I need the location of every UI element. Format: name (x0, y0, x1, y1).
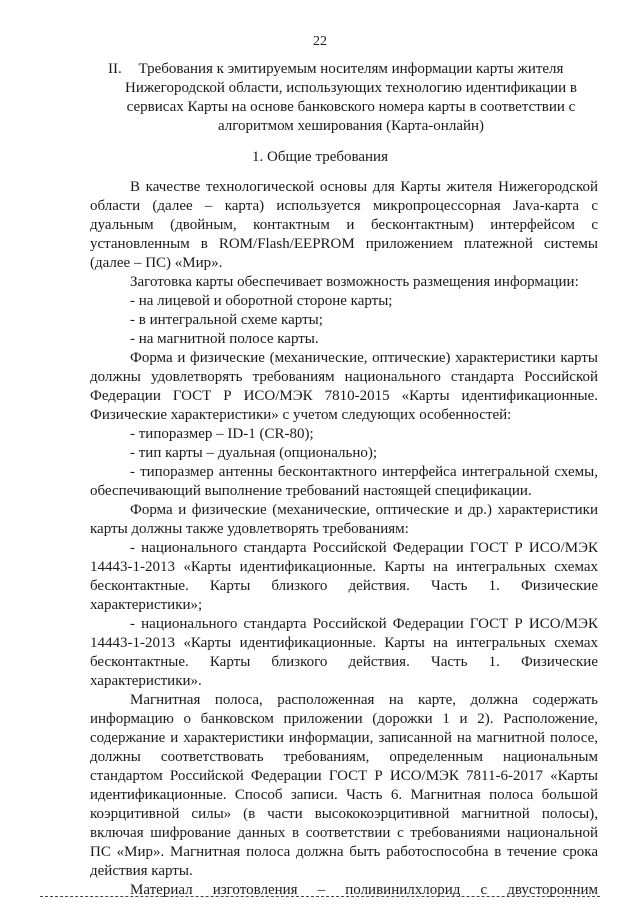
list-item: - национального стандарта Российской Федерации ГОСТ Р ИСО/МЭК 14443-1-2013 «Карты идентификационные. Карты на интегральных схемах бесконтактные. Карты близкого действия. Часть 1. Физические характеристики». (90, 616, 598, 689)
paragraph: Заготовка карты обеспечивает возможность размещения информации: (130, 274, 579, 290)
list-item: - национального стандарта Российской Федерации ГОСТ Р ИСО/МЭК 14443-1-2013 «Карты идентификационные. Карты на интегральных схемах бесконтактные. Карты близкого действия. Часть 1. Физические характеристики»; (90, 540, 598, 613)
body-text (90, 178, 598, 900)
list-item: - на лицевой и оборотной стороне карты; (130, 293, 393, 309)
section-title: Требования к эмитируемым носителям информации карты жителя Нижегородской области, использующих технологию идентификации в сервисах Карты на основе банковского номера карты в соответствии с алгоритмом хеширования (Карта-онлайн) (124, 61, 578, 134)
list-item: - на магнитной полосе карты. (130, 331, 319, 347)
section-number: II. (108, 61, 122, 77)
paragraph: Форма и физические (механические, оптические и др.) характеристики карты должны также удовлетворять требованиям: (90, 502, 598, 537)
subsection-title: 1. Общие требования (252, 149, 388, 165)
paragraph: В качестве технологической основы для Карты жителя Нижегородской области (далее – карта) используется микропроцессорная Java-карта с дуальным (двойным, контактным и бесконтактным) интерфейсом с установленным в ROM/Flash/EEPROM приложением платежной системы (далее – ПС) «Мир». (90, 179, 598, 271)
paragraph: Форма и физические (механические, оптические) характеристики карты должны удовлетворять требованиям национального стандарта Российской Федерации ГОСТ Р ИСО/МЭК 7810-2015 «Карты идентификационные. Физические характеристики» с учетом следующих особенностей: (90, 350, 598, 423)
list-item: - типоразмер – ID-1 (CR-80); (130, 426, 314, 442)
list-item: - типоразмер антенны бесконтактного интерфейса интегральной схемы, обеспечивающий выполнение требований настоящей спецификации. (90, 464, 598, 499)
paragraph: Магнитная полоса, расположенная на карте, должна содержать информацию о банковском приложении (дорожки 1 и 2). Расположение, содержание и характеристики информации, записанной на магнитной полосе, должны соответствовать требованиям, определенным национальным стандартом Российской Федерации ГОСТ Р ИСО/МЭК 7811-6-2017 «Карты идентификационные. Способ записи. Часть 6. Магнитная полоса большой коэрцитивной силы» (в части высококоэрцитивной магнитной полосы), включая шифрование данных в соответствии с требованиями национальной ПС «Мир». Магнитная полоса должна быть работоспособна в течение срока действия карты. (90, 692, 598, 879)
page-number: 22 (313, 34, 327, 49)
page-bottom-divider (40, 896, 600, 897)
list-item: - в интегральной схеме карты; (130, 312, 323, 328)
section-heading (108, 60, 590, 136)
list-item: - тип карты – дуальная (опционально); (130, 445, 378, 461)
paragraph: Материал изготовления – поливинилхлорид с двусторонним (130, 882, 598, 898)
